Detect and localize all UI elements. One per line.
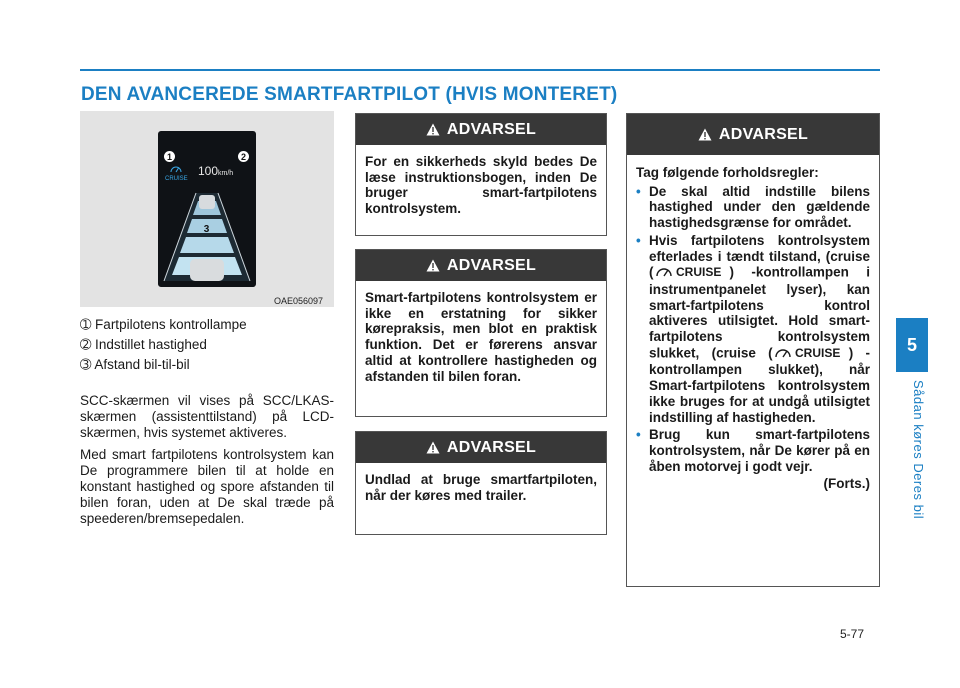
warning-heading: ADVARSEL	[718, 125, 809, 143]
warning-header	[627, 114, 879, 155]
figure-legend	[80, 315, 335, 375]
callout-2: 2	[238, 151, 249, 162]
page-number: 5-77	[840, 627, 865, 641]
distance-graphic	[158, 131, 256, 287]
continued-label: (Forts.)	[823, 476, 870, 492]
cluster-figure	[80, 111, 334, 307]
cruise-indicator-icon	[654, 264, 730, 282]
section-title: DEN AVANCEREDE SMARTFARTPILOT (HVIS MONTERET)	[81, 84, 618, 105]
paragraph: SCC-skærmen vil vises på SCC/LKAS-skærmen (assistenttilstand) på LCD-skærmen, hvis systemet aktiveres.	[80, 393, 334, 440]
legend-item: ➂ Afstand bil-til-bil	[80, 357, 190, 372]
precaution-list	[636, 184, 870, 475]
paragraph: Med smart fartpilotens kontrolsystem kan De programmere bilen til at holde en konstant hastighed og spore afstanden til bilen foran, uden at De skal træde på speederen/bremsepedalen.	[80, 447, 334, 526]
warning-heading: ADVARSEL	[446, 256, 537, 274]
warning-text: Undlad at bruge smartfartpiloten, når der køres med trailer.	[365, 472, 597, 503]
warning-heading: ADVARSEL	[446, 438, 537, 456]
list-item: • Brug kun smart-fartpilotens kontrolsystem, når De kører på en åben motorvej i godt vejr.	[636, 427, 870, 474]
set-speed-value: 100	[198, 164, 219, 178]
warning-box	[355, 431, 607, 535]
warning-box-precautions	[626, 113, 880, 587]
body-text	[80, 393, 334, 533]
cruise-indicator-icon	[773, 345, 849, 363]
warning-text	[627, 155, 879, 500]
cruise-mini-label: CRUISE	[165, 176, 188, 182]
top-rule	[80, 69, 880, 71]
legend-item: ➀ Fartpilotens kontrollampe	[80, 317, 247, 332]
bullet-text: ) -kontrollampen i instrumentpanelet lyser), kan smart-fartpilotens kontrol aktiveres utilsigtet. Hold smart-fartpilotens kontrolsystem slukket, (cruise (	[649, 264, 870, 361]
warning-header	[356, 250, 606, 281]
bullet-text: ) -kontrollampen slukket), når Smart-fartpilotens kontrolsystem ikke bruges for at undgå utilsigtet indstilling af hastigheden.	[649, 345, 870, 425]
cluster-display	[158, 131, 256, 287]
cruise-icon-text: CRUISE	[675, 265, 721, 279]
warning-triangle-icon	[426, 259, 440, 272]
warning-heading: ADVARSEL	[446, 120, 537, 138]
callout-1: 1	[164, 151, 175, 162]
chapter-tab: 5	[896, 318, 928, 372]
figure-code: OAE056097	[274, 296, 324, 306]
warning-header	[356, 432, 606, 463]
warning-text: Smart-fartpilotens kontrolsystem er ikke en erstatning for sikker kørepraksis, men blot en praktisk funktion. Det er førerens ansvar altid at kontrollere hastigheden og afstanden til bilen foran.	[365, 290, 597, 384]
warning-box	[355, 113, 607, 236]
list-item: • De skal altid indstille bilens hastighed under den gældende hastighedsgrænse for området.	[636, 184, 870, 231]
list-item	[636, 233, 870, 425]
legend-item: ➁ Indstillet hastighed	[80, 337, 207, 352]
warning-triangle-icon	[698, 128, 712, 141]
warning-text: For en sikkerheds skyld bedes De læse instruktionsbogen, inden De bruger smart-fartpilotens kontrolsystem.	[365, 154, 597, 217]
warning-box	[355, 249, 607, 417]
warning-triangle-icon	[426, 123, 440, 136]
bullet-text: Hvis fartpilotens kontrolsystem efterlades i tændt tilstand, (cruise (	[649, 232, 870, 280]
cruise-icon-text: CRUISE	[794, 345, 841, 359]
chapter-title: Sådan køres Deres bil	[911, 380, 926, 520]
callout-3: 3	[203, 224, 210, 235]
warning-header	[356, 114, 606, 145]
warning-triangle-icon	[426, 441, 440, 454]
set-speed-unit: km/h	[218, 170, 234, 177]
warning-intro: Tag følgende forholdsregler:	[636, 165, 819, 180]
